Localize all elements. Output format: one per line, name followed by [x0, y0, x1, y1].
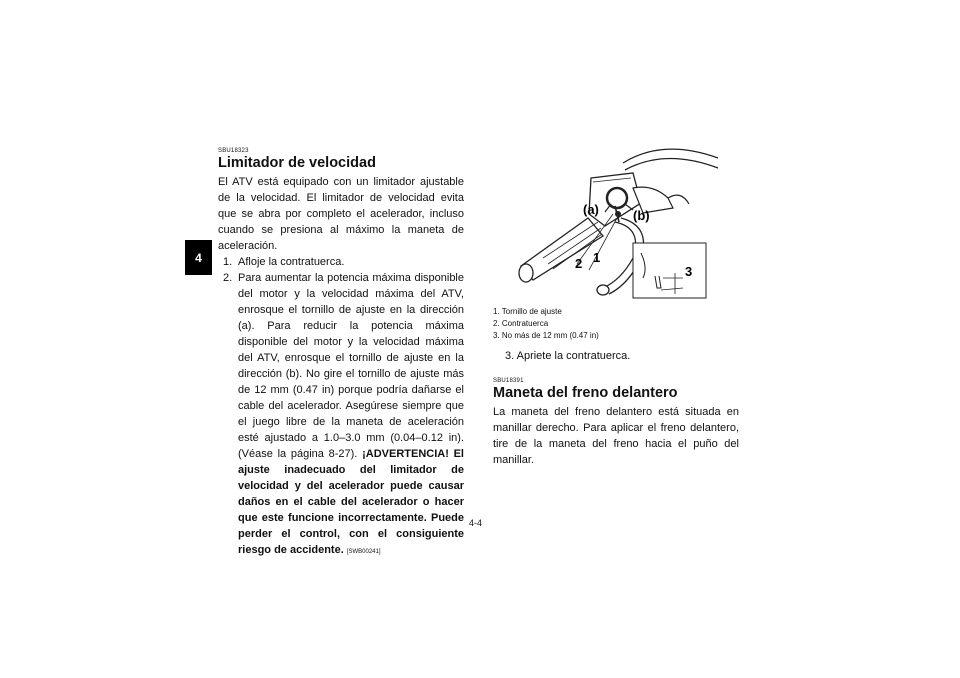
right-column — [493, 118, 739, 468]
section-title: Limitador de velocidad — [218, 155, 376, 171]
throttle-figure — [493, 118, 739, 302]
chapter-tab: 4 — [185, 240, 212, 275]
step-text: Afloje la contratuerca. — [238, 256, 345, 268]
step-number: 1. — [223, 256, 233, 268]
caption-item: 1. Tornillo de ajuste — [493, 307, 562, 316]
step-item — [218, 270, 464, 560]
step-list — [218, 254, 464, 560]
section-code: SBU18391 — [493, 378, 524, 384]
step-number: 2. — [223, 272, 233, 284]
warning-code: [SWB00241] — [346, 549, 381, 555]
brake-paragraph: La maneta del freno delantero está situada en manillar derecho. Para aplicar el freno delantero, tire de la maneta del freno hacia el puño del manillar. — [493, 406, 739, 466]
throttle-illustration — [493, 118, 739, 302]
label-2: 2 — [575, 256, 583, 271]
label-3: 3 — [685, 264, 693, 279]
label-a: (a) — [583, 202, 599, 217]
label-1: 1 — [593, 250, 601, 265]
section-code: SBU18323 — [218, 148, 249, 154]
step-text: Para aumentar la potencia máxima disponible del motor y la velocidad máxima del ATV, enrosque el tornillo de ajuste en la dirección (a). Para reducir la potencia máxima disponible del motor y la velocidad máxima del ATV, enrosque el tornillo de ajuste en la dirección (b). No gire el tornillo de ajuste más de 12 mm (0.47 in) porque podría dañarse el cable del acelerador. Asegúrese siempre que el juego libre de la maneta de aceleración esté ajustado a 1.0–3.0 mm (0.04–0.12 in). (Véase la página 8-27). — [238, 272, 464, 460]
step-3: 3. Apriete la contratuerca. — [505, 350, 631, 362]
caption-item: 3. No más de 12 mm (0.47 in) — [493, 331, 599, 340]
page-number: 4-4 — [469, 518, 483, 528]
warning-text: ¡ADVERTENCIA! El ajuste inadecuado del limitador de velocidad y del acelerador puede causar daños en el cable del acelerador o hacer que este funcione incorrectamente. Puede perder el control, con el consiguiente riesgo de accidente. — [238, 448, 464, 556]
caption-item: 2. Contratuerca — [493, 319, 549, 328]
step-item — [218, 254, 464, 270]
intro-paragraph: El ATV está equipado con un limitador ajustable de la velocidad. El limitador de velocidad evita que se abra por completo el acelerador, incluso cuando se presiona al máximo la maneta de aceleración. — [218, 176, 464, 252]
section-title: Maneta del freno delantero — [493, 385, 678, 401]
left-column — [218, 148, 464, 560]
label-b: (b) — [633, 208, 650, 223]
figure-captions — [493, 306, 739, 342]
